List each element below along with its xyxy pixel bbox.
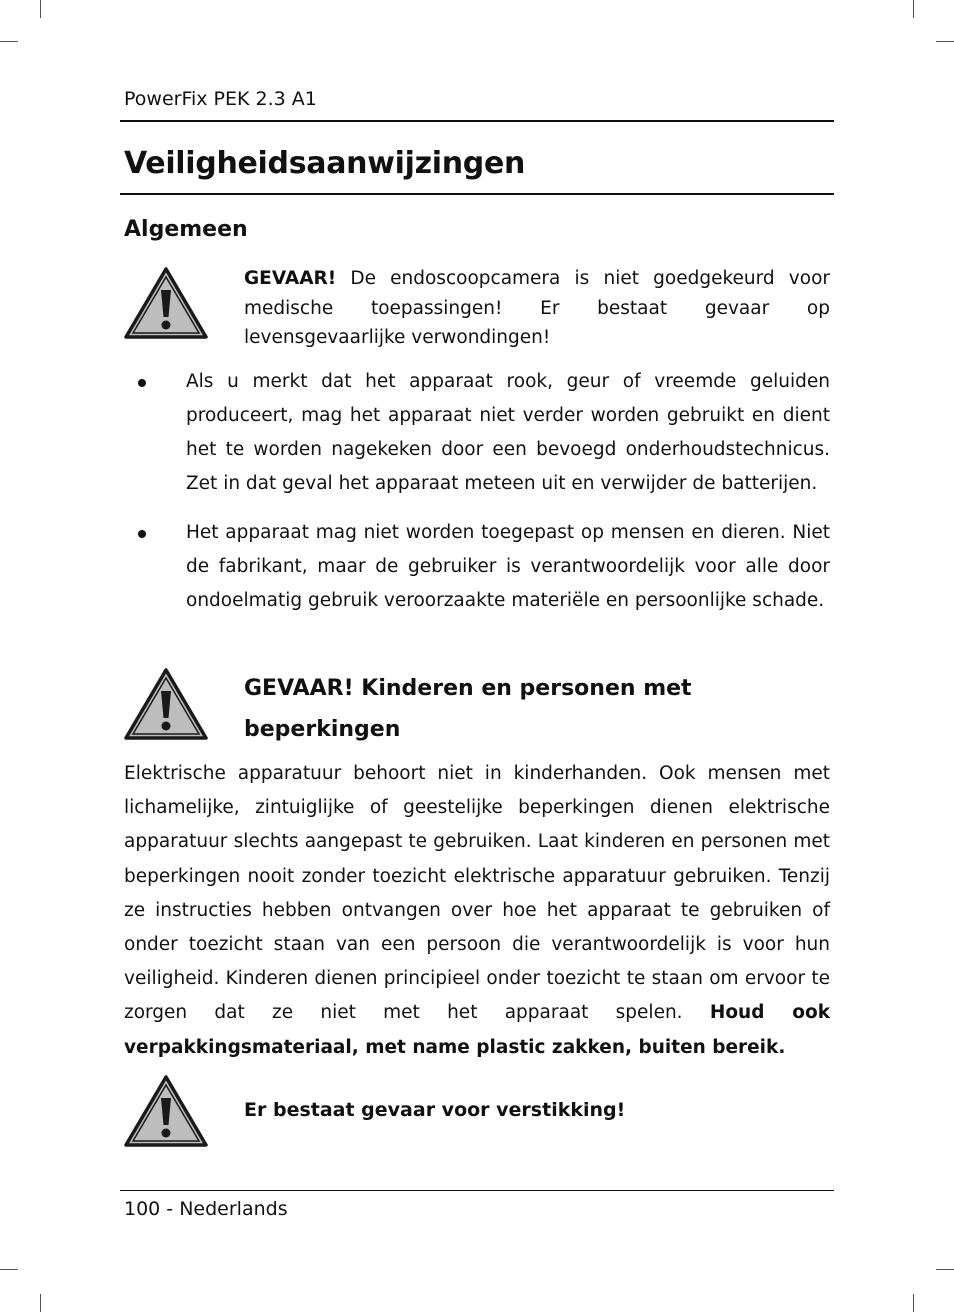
crop-mark	[913, 1294, 914, 1312]
body-text: Elektrische apparatuur behoort niet in kinderhanden. Ook mensen met lichamelijke, zintuiglijke of geestelijke beperkingen dienen elektrische apparatuur slechts aangepast te gebruiken. Laat kinderen en personen met beperkingen nooit zonder toezicht elektrische apparatuur gebruiken. Tenzij ze instructies hebben ontvangen over hoe het apparaat te gebruiken of onder toezicht staan van een persoon die verantwoordelijk is voor hun veiligheid. Kinderen dienen principieel onder toezicht te staan om ervoor te zorgen dat ze niet met het apparaat spelen.	[124, 763, 830, 1024]
crop-mark	[40, 1294, 41, 1312]
crop-mark	[936, 41, 954, 42]
crop-mark	[913, 0, 914, 18]
crop-mark	[0, 1269, 18, 1270]
crop-mark	[936, 1269, 954, 1270]
title-rule	[120, 193, 834, 195]
list-item-text: Het apparaat mag niet worden toegepast op mensen en dieren. Niet de fabrikant, maar de gebruiker is verantwoordelijk voor alle door ondoelmatig gebruik veroorzaakte materiële en persoonlijke schade.	[186, 522, 830, 611]
list-item	[124, 365, 830, 501]
crop-mark	[40, 0, 41, 18]
document-header: PowerFix PEK 2.3 A1	[124, 88, 317, 110]
warning-triangle-icon	[123, 266, 209, 340]
warning-body: De endoscoopcamera is niet goedgekeurd voor medische toepassingen! Er bestaat gevaar op levensgevaarlijke verwondingen!	[244, 268, 830, 348]
body-bold-text: Houd ook verpakkingsmateriaal, met name plastic zakken, buiten bereik.	[124, 1002, 830, 1058]
bullet-icon	[138, 379, 146, 387]
crop-mark	[0, 41, 18, 42]
suffocation-warning: Er bestaat gevaar voor verstikking!	[244, 1099, 626, 1121]
warning-triangle-icon	[123, 667, 209, 741]
page-footer: 100 - Nederlands	[124, 1198, 288, 1220]
header-rule	[120, 120, 834, 122]
list-item-text: Als u merkt dat het apparaat rook, geur of vreemde geluiden produceert, mag het apparaat niet verder worden gebruikt en dient het te worden nagekeken door een bevoegd onderhoudstechnicus. Zet in dat geval het apparaat meteen uit en verwijder de batterijen.	[186, 371, 830, 494]
warning-triangle-icon	[123, 1074, 209, 1148]
bullet-icon	[138, 530, 146, 538]
safety-bullet-list	[124, 365, 830, 618]
danger-heading: GEVAAR! Kinderen en personen met beperkingen	[244, 676, 692, 742]
body-paragraph	[124, 757, 830, 1065]
warning-label: GEVAAR!	[244, 268, 337, 289]
section-heading: Algemeen	[124, 217, 248, 242]
list-item	[124, 516, 830, 618]
warning-text	[244, 264, 830, 353]
footer-rule	[120, 1190, 834, 1191]
page-title: Veiligheidsaanwijzingen	[124, 146, 526, 181]
